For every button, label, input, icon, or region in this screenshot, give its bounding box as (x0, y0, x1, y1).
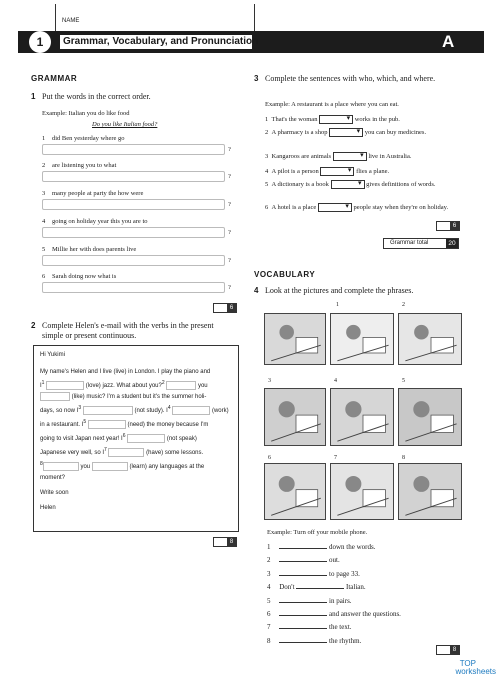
q4-item-blank[interactable] (279, 543, 327, 549)
email-line-7: Japanese very well, so $I^7$ (have) some lessons. (40, 447, 204, 457)
q3-item-number: 6 (265, 204, 269, 211)
q3-item-start: A pilot is a person (271, 168, 319, 175)
email-line-6: going to visit Japan next year! $I^6$ (not speak) (40, 433, 197, 443)
q3-score: 6 (436, 221, 460, 231)
grammar-total-value: 20 (446, 239, 458, 248)
q2-number: 2 (31, 321, 36, 330)
grammar-total-label: Grammar total (390, 240, 429, 246)
q4-item-2 (267, 556, 340, 564)
q4-item-pre: Don't (279, 583, 295, 592)
picture-label-7: 7 (334, 455, 337, 461)
email-greeting: Hi Yukimi (40, 352, 65, 358)
q1-item-4-number: 4 (42, 218, 46, 225)
q3-item-dropdown[interactable] (319, 115, 353, 124)
q4-item-7 (267, 623, 352, 631)
q4-instruction: Look at the pictures and complete the phrases. (265, 286, 414, 295)
picture-label-2: 2 (402, 302, 405, 308)
q3-example: Example: A restaurant is a place where you can eat. (265, 101, 399, 108)
q2-score: 8 (213, 537, 237, 547)
q1-instruction: Put the words in the correct order. (42, 92, 151, 101)
q4-item-text: the rhythm. (329, 636, 362, 645)
q4-item-blank[interactable] (279, 556, 327, 562)
picture-label-6: 6 (268, 455, 271, 461)
picture-3 (264, 388, 326, 446)
q4-item-blank[interactable] (296, 583, 344, 589)
picture-label-4: 4 (334, 378, 337, 384)
q1-item-1-prompt: did Ben yesterday where go (52, 135, 125, 142)
picture-label-3: 3 (268, 378, 271, 384)
picture-5 (398, 388, 462, 446)
q3-item-number: 4 (265, 168, 269, 175)
q4-item-blank[interactable] (279, 570, 327, 576)
q3-item-start: A dictionary is a book (271, 181, 329, 188)
q3-item-number: 3 (265, 153, 269, 160)
q1-item-3-answer-input[interactable] (42, 199, 225, 210)
q3-item-dropdown[interactable] (329, 128, 363, 137)
email-line-5: in a restaurant. $I^5$ (need) the money because I'm (40, 419, 209, 429)
test-version: A (442, 32, 455, 51)
q4-score: 8 (436, 645, 460, 655)
picture-label-8: 8 (402, 455, 405, 461)
email-signoff: Write soon (40, 490, 69, 497)
q3-item-start: A pharmacy is a shop (271, 129, 328, 136)
q3-item-number: 2 (265, 129, 269, 136)
q1-item-5-qmark: ? (228, 257, 231, 264)
q1-item-3-prompt: many people at party the how were (52, 190, 144, 197)
q3-item-start: That's the woman (271, 116, 318, 123)
q3-item-end: gives definitions of words. (366, 181, 436, 188)
email-box (33, 345, 239, 532)
email-line-9: moment? (40, 475, 66, 482)
email-gap-8b[interactable] (92, 462, 128, 471)
q4-item-number: 3 (267, 569, 271, 578)
q4-item-number: 2 (267, 556, 271, 565)
q1-item-1-qmark: ? (228, 146, 231, 153)
email-line-3: (like) music? I'm a student but it's the summer holi- (40, 392, 232, 403)
q1-item-2-number: 2 (42, 162, 46, 169)
q1-item-4-answer-input[interactable] (42, 227, 225, 238)
q1-item-6-answer-input[interactable] (42, 282, 225, 293)
q4-item-3 (267, 570, 360, 578)
q3-item-4 (265, 167, 465, 176)
q1-item-6-number: 6 (42, 273, 46, 280)
q3-item-2 (265, 128, 465, 137)
picture-7 (330, 463, 394, 520)
q4-number: 4 (254, 286, 259, 295)
email-signature: Helen (40, 505, 56, 512)
q1-item-3-number: 3 (42, 190, 46, 197)
q3-item-end: people stay when they're on holiday. (353, 204, 449, 211)
q1-item-2-prompt: are listening you to what (52, 162, 117, 169)
picture-4 (330, 388, 394, 446)
q4-item-number: 5 (267, 596, 271, 605)
q4-item-number: 6 (267, 610, 271, 618)
email-line-8: $^8$ you (learn) any languages at the (40, 461, 205, 471)
q4-item-text: down the words. (329, 543, 376, 551)
picture-example (264, 313, 326, 365)
q4-item-text: to page 33. (329, 569, 360, 578)
q1-item-4-qmark: ? (228, 229, 231, 236)
email-line-2: $I^1$ (love) jazz. What about you?$^2$ you (40, 380, 208, 389)
q3-item-1 (265, 115, 465, 124)
q1-item-1-number: 1 (42, 135, 46, 142)
picture-1 (330, 313, 394, 365)
q4-item-number: 7 (267, 623, 271, 632)
email-gap-2b[interactable] (40, 392, 70, 401)
q4-item-blank[interactable] (279, 597, 327, 603)
q2-instruction: Complete Helen's e-mail with the verbs in the present simple or present continuous. (42, 321, 214, 340)
q1-example-answer: Do you like Italian food? (92, 121, 158, 128)
picture-8 (398, 463, 462, 520)
q4-example: Example: Turn off your mobile phone. (267, 529, 368, 536)
q3-item-dropdown[interactable] (318, 203, 352, 212)
email-gap-6[interactable] (127, 434, 165, 443)
name-box (55, 4, 255, 32)
q4-item-text: out. (329, 556, 340, 565)
q4-item-4 (267, 583, 366, 591)
email-gap-8a[interactable] (43, 462, 79, 471)
q3-item-end: works in the pub. (354, 116, 400, 123)
email-gap-1[interactable] (46, 381, 84, 390)
q1-item-5-number: 5 (42, 246, 46, 253)
q3-item-start: Kangaroos are animals (271, 153, 332, 160)
unit-number: 1 (29, 31, 51, 53)
q4-item-5 (267, 597, 352, 605)
q3-item-5 (265, 180, 465, 189)
q3-item-dropdown[interactable] (331, 180, 365, 189)
q1-number: 1 (31, 92, 36, 101)
q3-item-3 (265, 152, 465, 161)
picture-label-5: 5 (402, 378, 405, 384)
q4-item-text: and answer the questions. (329, 610, 401, 618)
q1-item-6-prompt: Sarah doing now what is (52, 273, 117, 280)
q1-item-2-qmark: ? (228, 173, 231, 180)
picture-2 (398, 313, 462, 365)
q1-item-3-qmark: ? (228, 201, 231, 208)
email-line-4: days, so now $I^3$ (not study). $I^4$ (work) (40, 405, 229, 415)
q3-item-end: you can buy medicines. (364, 129, 427, 136)
topworksheets-logo: TOP worksheets (455, 659, 496, 676)
q4-item-number: 8 (267, 636, 271, 645)
email-gap-7[interactable] (108, 448, 144, 457)
q3-item-end: live in Australia. (368, 153, 412, 160)
email-line-1: My name's Helen and I live (live) in London. I play the piano and (40, 369, 211, 375)
q1-item-6-qmark: ? (228, 284, 231, 291)
q3-item-start: A hotel is a place (271, 204, 317, 211)
q1-example: Example: Italian you do like food (42, 110, 130, 117)
q3-item-number: 5 (265, 181, 269, 188)
q1-item-5-answer-input[interactable] (42, 255, 225, 266)
q3-item-dropdown[interactable] (320, 167, 354, 176)
q4-item-1 (267, 543, 375, 551)
q1-item-2-answer-input[interactable] (42, 171, 225, 182)
q4-item-number: 1 (267, 543, 271, 551)
q4-item-text: Italian. (346, 583, 366, 592)
q3-item-dropdown[interactable] (333, 152, 367, 161)
grammar-heading: GRAMMAR (31, 74, 78, 83)
q3-item-6 (265, 203, 465, 212)
q4-item-number: 4 (267, 583, 271, 592)
q3-item-end: flies a plane. (356, 168, 390, 175)
email-gap-5[interactable] (88, 420, 126, 429)
q4-item-blank[interactable] (279, 610, 327, 616)
q3-item-number: 1 (265, 116, 269, 123)
q1-item-4-prompt: going on holiday year this you are to (52, 218, 148, 225)
q1-item-1-answer-input[interactable] (42, 144, 225, 155)
q4-item-text: the text. (329, 623, 352, 632)
email-gap-3[interactable] (83, 406, 133, 415)
q1-score: 6 (213, 303, 237, 313)
q4-item-6 (267, 610, 401, 618)
grammar-total-box (383, 238, 459, 249)
q1-item-5-prompt: Millie her with does parents live (52, 246, 137, 253)
q4-item-blank[interactable] (279, 623, 327, 629)
q4-item-blank[interactable] (279, 637, 327, 643)
email-gap-2[interactable] (166, 381, 196, 390)
email-gap-4[interactable] (172, 406, 210, 415)
picture-label-1: 1 (336, 302, 339, 308)
name-label: NAME (62, 18, 80, 24)
page-title: Grammar, Vocabulary, and Pronunciation (63, 36, 259, 47)
q4-item-8 (267, 637, 361, 645)
q4-item-text: in pairs. (329, 596, 352, 605)
vocabulary-heading: VOCABULARY (254, 270, 316, 279)
q3-number: 3 (254, 74, 259, 83)
picture-6 (264, 463, 326, 520)
q3-instruction: Complete the sentences with who, which, and where. (265, 74, 436, 83)
